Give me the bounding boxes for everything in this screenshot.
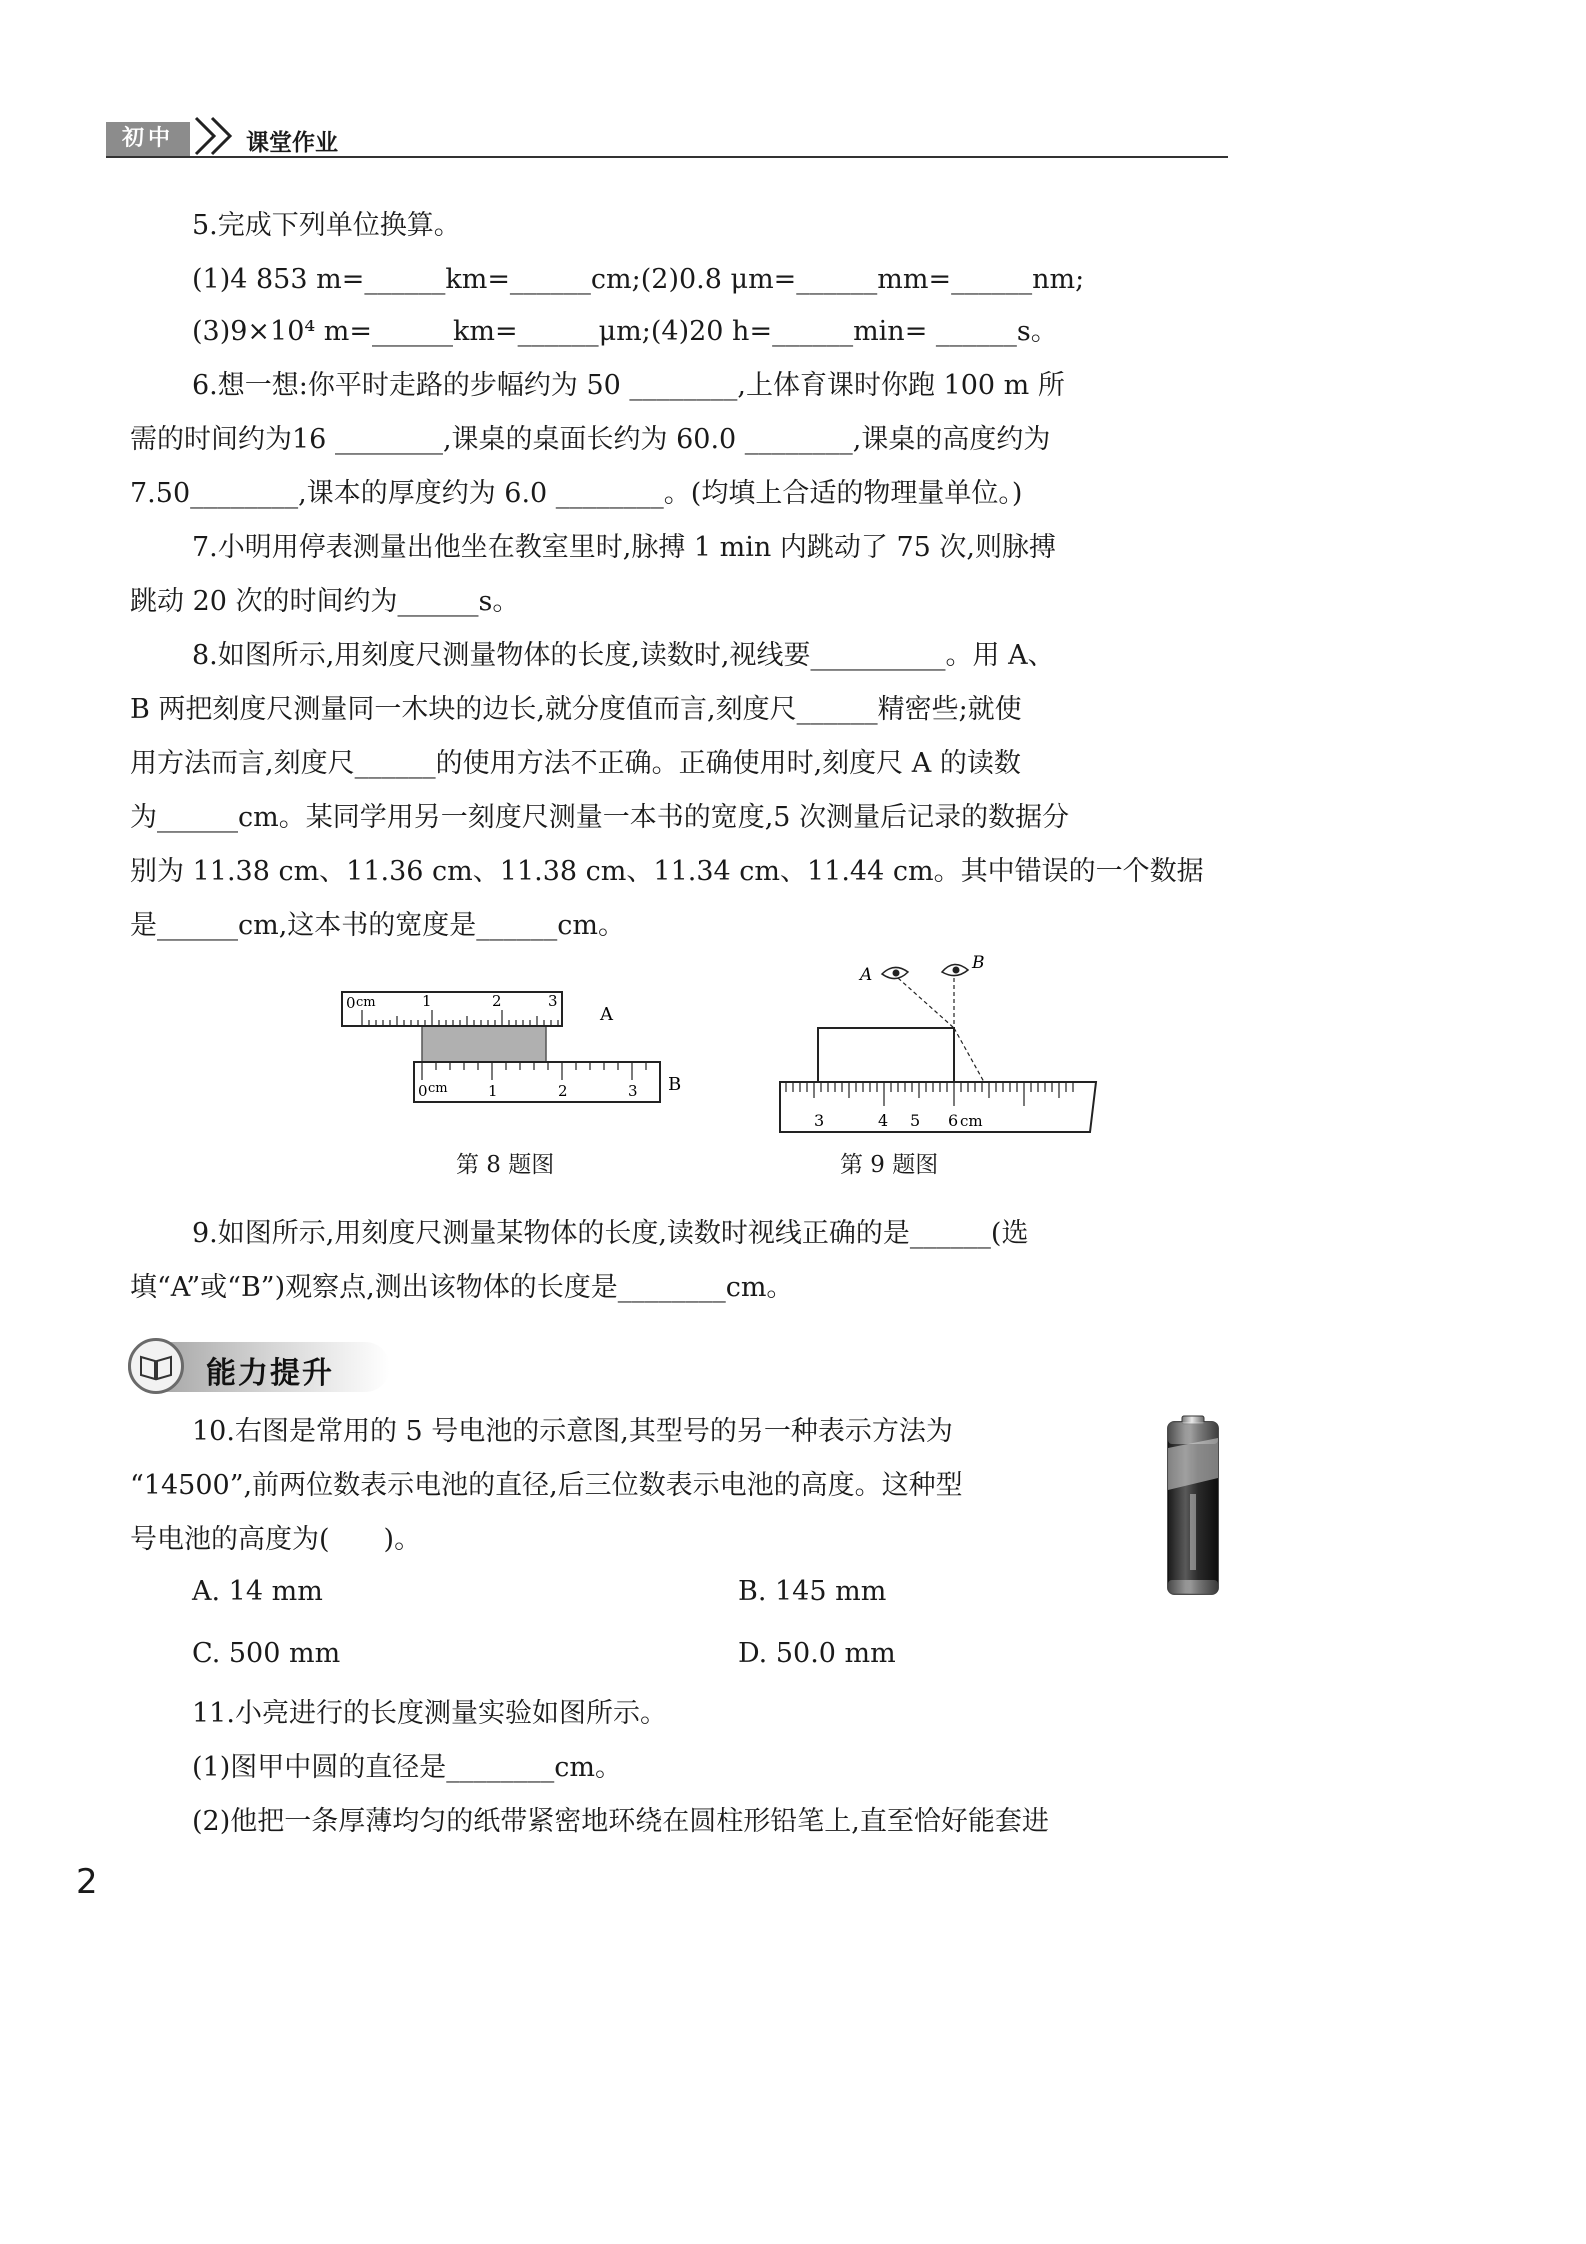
fig9-tick-5: 5 <box>910 1111 921 1130</box>
open-book-icon <box>131 1341 181 1391</box>
fig9-eye-b-label: B <box>972 953 985 973</box>
q8-line-3: 用方法而言,刻度尺______的使用方法不正确。正确使用时,刻度尺 A 的读数 <box>130 748 1021 779</box>
q9-line-1: 9.如图所示,用刻度尺测量某物体的长度,读数时视线正确的是______(选 <box>192 1218 1029 1249</box>
q9-line-2: 填“A”或“B”)观察点,测出该物体的长度是________cm。 <box>130 1272 794 1303</box>
fig8-ruler-b-unit: cm <box>428 1081 448 1096</box>
fig8-ruler-b-tick-0: 0 <box>418 1082 428 1100</box>
q5-line-2: (3)9×10⁴ m=______km=______μm;(4)20 h=______min= ______s。 <box>192 316 1058 347</box>
q8-line-5: 别为 11.38 cm、11.36 cm、11.38 cm、11.34 cm、11.44 cm。其中错误的一个数据 <box>130 856 1204 887</box>
fig8-ruler-b <box>414 1062 660 1102</box>
q8-line-6: 是______cm,这本书的宽度是______cm。 <box>130 910 626 941</box>
q10-option-a: A. 14 mm <box>192 1576 323 1607</box>
q5-stem: 5.完成下列单位换算。 <box>192 210 461 241</box>
fig8-ruler-a-tick-2: 2 <box>492 992 502 1010</box>
fig9-eye-a-label: A <box>860 965 873 985</box>
fig9-sight-line-ext <box>954 1028 984 1082</box>
fig9-tick-3: 3 <box>814 1111 825 1130</box>
q11-line-2: (2)他把一条厚薄均匀的纸带紧密地环绕在圆柱形铅笔上,直至恰好能套进 <box>192 1806 1049 1837</box>
q6-line-1: 6.想一想:你平时走路的步幅约为 50 ________,上体育课时你跑 100 m 所 <box>192 370 1065 401</box>
fig9-caption: 第 9 题图 <box>840 1152 939 1178</box>
q8-line-4: 为______cm。某同学用另一刻度尺测量一本书的宽度,5 次测量后记录的数据分 <box>130 802 1070 833</box>
fig8-ruler-b-tick-3: 3 <box>628 1082 638 1100</box>
q10-option-b: B. 145 mm <box>738 1576 887 1607</box>
q10-line-3: 号电池的高度为( )。 <box>130 1524 422 1555</box>
fig8-ruler-a-tick-1: 1 <box>422 992 432 1010</box>
q11-stem: 11.小亮进行的长度测量实验如图所示。 <box>192 1698 667 1729</box>
fig9-tick-4: 4 <box>878 1111 889 1130</box>
fig8-ruler-a-tick-0: 0 <box>346 994 356 1012</box>
fig9-sight-line-a <box>898 978 954 1028</box>
q8-line-1: 8.如图所示,用刻度尺测量物体的长度,读数时,视线要__________。用 A、 <box>192 640 1055 671</box>
page-header <box>106 112 1228 158</box>
q10-option-d: D. 50.0 mm <box>738 1638 896 1669</box>
q6-line-2: 需的时间约为16 ________,课桌的桌面长约为 60.0 ________,课桌的高度约为 <box>130 424 1051 455</box>
q7-line-2: 跳动 20 次的时间约为______s。 <box>130 586 520 617</box>
section-header <box>128 1338 398 1398</box>
fig9-tick-6: 6 <box>948 1111 959 1130</box>
section-title: 能力提升 <box>206 1356 334 1391</box>
aa-battery-image <box>1164 1414 1222 1598</box>
fig8-caption: 第 8 题图 <box>456 1152 555 1178</box>
q10-line-1: 10.右图是常用的 5 号电池的示意图,其型号的另一种表示方法为 <box>192 1416 953 1447</box>
q5-line-1: (1)4 853 m=______km=______cm;(2)0.8 μm=______mm=______nm; <box>192 264 1085 295</box>
fig8-ruler-a-label: A <box>600 1004 613 1025</box>
fig9-ruler-diagram <box>774 950 1104 1132</box>
double-chevron-icon <box>192 114 240 156</box>
page-number: 2 <box>76 1862 98 1902</box>
fig8-ruler-a-unit: cm <box>356 995 376 1010</box>
grade-tag: 初中 <box>106 122 190 156</box>
q7-line-1: 7.小明用停表测量出他坐在教室里时,脉搏 1 min 内跳动了 75 次,则脉搏 <box>192 532 1056 563</box>
header-rule <box>106 156 1228 158</box>
q6-line-3: 7.50________,课本的厚度约为 6.0 ________。(均填上合适的物理量单位。) <box>130 478 1023 509</box>
header-title: 课堂作业 <box>246 130 338 156</box>
q10-option-c: C. 500 mm <box>192 1638 341 1669</box>
q10-line-2: “14500”,前两位数表示电池的直径,后三位数表示电池的高度。这种型 <box>130 1470 963 1501</box>
fig8-ruler-b-label: B <box>668 1074 682 1095</box>
fig8-ruler-b-tick-2: 2 <box>558 1082 568 1100</box>
fig8-ruler-b-tick-1: 1 <box>488 1082 498 1100</box>
q8-line-2: B 两把刻度尺测量同一木块的边长,就分度值而言,刻度尺______精密些;就使 <box>130 694 1022 725</box>
q11-line-1: (1)图甲中圆的直径是________cm。 <box>192 1752 622 1783</box>
fig8-rulers-diagram <box>336 980 682 1130</box>
fig8-ruler-a-tick-3: 3 <box>548 992 558 1010</box>
fig9-unit: cm <box>960 1112 983 1130</box>
fig9-object <box>818 1028 954 1082</box>
